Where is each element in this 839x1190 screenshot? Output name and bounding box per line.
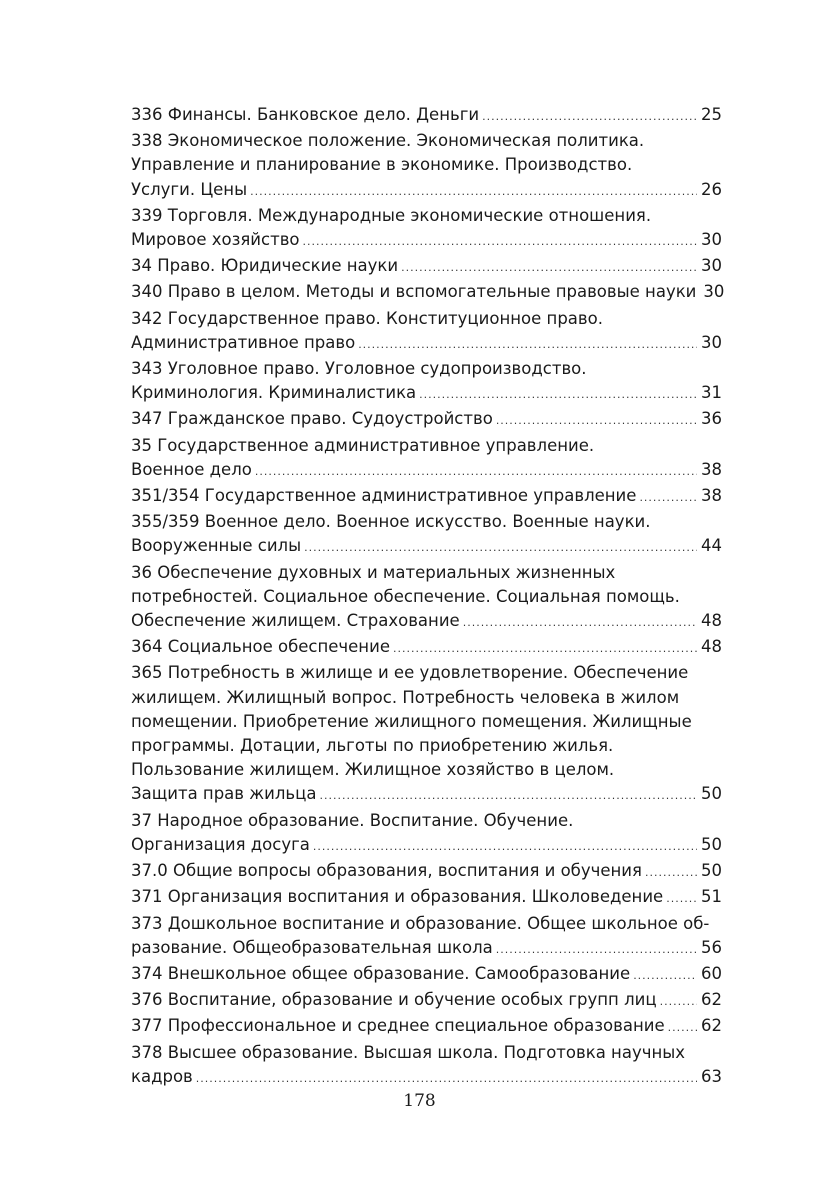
dot-leader — [255, 460, 697, 484]
toc-entry[interactable] — [131, 1014, 722, 1040]
toc-entry-title: кадров — [131, 1066, 193, 1086]
toc-entry-title: 347 Гражданское право. Судоустройство — [131, 409, 493, 429]
toc-entry-final-line — [131, 178, 722, 204]
dot-leader — [250, 180, 697, 204]
toc-entry-line: 365 Потребность в жилище и ее удовлетворение. Обеспечение — [131, 663, 689, 683]
toc-page-number: 30 — [701, 256, 722, 276]
toc-entry[interactable] — [131, 885, 722, 911]
toc-entry[interactable] — [131, 204, 722, 254]
toc-entry[interactable] — [131, 510, 722, 560]
table-of-contents — [131, 103, 725, 1091]
dot-leader — [401, 256, 697, 280]
toc-entry-line: 35 Государственное административное управление. — [131, 435, 595, 455]
dot-leader — [482, 105, 697, 129]
toc-entry-line: потребностей. Социальное обеспечение. Социальная помощь. — [131, 586, 680, 606]
toc-entry-line: 37 Народное образование. Воспитание. Обучение. — [131, 810, 574, 830]
toc-page-number: 36 — [701, 409, 722, 429]
toc-entry-line: Пользование жилищем. Жилищное хозяйство в целом. — [131, 760, 615, 780]
toc-entry[interactable] — [131, 1041, 722, 1091]
toc-entry-final-line — [131, 228, 722, 254]
dot-leader — [666, 887, 697, 911]
toc-entry[interactable] — [131, 103, 722, 129]
toc-entry-title: Защита прав жильца — [131, 784, 317, 804]
toc-page-number: 48 — [701, 611, 722, 631]
toc-entry-title: 377 Профессиональное и среднее специальное образование — [131, 1016, 665, 1036]
toc-entry-final-line — [131, 331, 722, 357]
toc-entry-final-line — [131, 103, 722, 129]
toc-entry-final-line — [131, 782, 722, 808]
toc-entry-title: Услуги. Цены — [131, 179, 248, 199]
page-number: 178 — [403, 1091, 436, 1111]
toc-entry-title: Организация досуга — [131, 834, 310, 854]
toc-page-number: 51 — [701, 887, 722, 907]
toc-entry-title: 34 Право. Юридические науки — [131, 256, 399, 276]
toc-page-number: 50 — [701, 834, 722, 854]
toc-entry-line: 36 Обеспечение духовных и материальных жизненных — [131, 562, 616, 582]
toc-entry-final-line — [131, 254, 722, 280]
toc-entry-final-line — [131, 1065, 722, 1091]
toc-entry-line: 342 Государственное право. Конституционное право. — [131, 308, 603, 328]
toc-entry-title: 37.0 Общие вопросы образования, воспитания и обучения — [131, 861, 642, 881]
toc-page-number: 62 — [701, 1016, 722, 1036]
dot-leader — [358, 333, 697, 357]
dot-leader — [393, 637, 697, 661]
toc-entry-final-line — [131, 635, 722, 661]
toc-entry-final-line — [131, 859, 722, 885]
toc-entry[interactable] — [131, 407, 722, 433]
toc-entry[interactable] — [131, 912, 722, 962]
toc-entry-title: 371 Организация воспитания и образования. Школоведение — [131, 887, 664, 907]
toc-entry[interactable] — [131, 859, 722, 885]
dot-leader — [304, 536, 697, 560]
toc-page-number: 62 — [701, 990, 722, 1010]
toc-entry-title: 376 Воспитание, образование и обучение особых групп лиц — [131, 990, 657, 1010]
toc-entry[interactable] — [131, 988, 722, 1014]
toc-page-number: 38 — [701, 459, 722, 479]
toc-entry[interactable] — [131, 962, 722, 988]
toc-entry-line: 373 Дошкольное воспитание и образование. Общее школьное об- — [131, 913, 710, 933]
toc-page-number: 63 — [701, 1066, 722, 1086]
toc-entry-final-line — [131, 407, 722, 433]
toc-entry-title: разование. Общеобразовательная школа — [131, 937, 493, 957]
toc-entry[interactable] — [131, 357, 722, 407]
toc-entry-title: Административное право — [131, 332, 356, 352]
dot-leader — [660, 990, 697, 1014]
toc-entry-line: 338 Экономическое положение. Экономическая политика. — [131, 131, 645, 151]
toc-entry-final-line — [131, 280, 725, 306]
toc-entry-final-line — [131, 962, 722, 988]
toc-entry-title: Мировое хозяйство — [131, 230, 300, 250]
dot-leader — [196, 1067, 697, 1091]
toc-page-number: 31 — [701, 383, 722, 403]
dot-leader — [319, 784, 697, 808]
toc-page-number: 50 — [701, 784, 722, 804]
toc-entry[interactable] — [131, 129, 722, 204]
dot-leader — [633, 964, 697, 988]
toc-entry-final-line — [131, 936, 722, 962]
toc-entry-line: программы. Дотации, льготы по приобретению жилья. — [131, 736, 614, 756]
toc-page-number: 38 — [701, 486, 722, 506]
toc-entry-line: 378 Высшее образование. Высшая школа. Подготовка научных — [131, 1042, 686, 1062]
dot-leader — [645, 861, 697, 885]
toc-page-number: 44 — [701, 536, 722, 556]
toc-entry-title: 340 Право в целом. Методы и вспомогательные правовые науки — [131, 282, 697, 302]
toc-page-number: 30 — [701, 332, 722, 352]
toc-entry-line: Управление и планирование в экономике. Производство. — [131, 155, 633, 175]
toc-entry-title: 364 Социальное обеспечение — [131, 637, 390, 657]
dot-leader — [668, 1016, 697, 1040]
toc-entry-line: 343 Уголовное право. Уголовное судопроизводство. — [131, 359, 587, 379]
toc-page-number: 48 — [701, 637, 722, 657]
toc-entry-final-line — [131, 609, 722, 635]
toc-page-number: 50 — [701, 861, 722, 881]
dot-leader — [419, 383, 697, 407]
toc-entry-line: 339 Торговля. Международные экономические отношения. — [131, 205, 652, 225]
toc-entry[interactable] — [131, 484, 722, 510]
toc-entry-final-line — [131, 484, 722, 510]
toc-entry[interactable] — [131, 661, 722, 808]
toc-page-number: 25 — [701, 105, 722, 124]
toc-page-number: 30 — [701, 230, 722, 250]
toc-entry-line: помещении. Приобретение жилищного помещения. Жилищные — [131, 711, 692, 731]
dot-leader — [496, 938, 697, 962]
toc-entry[interactable] — [131, 434, 722, 484]
toc-entry[interactable] — [131, 561, 722, 636]
toc-entry-final-line — [131, 833, 722, 859]
toc-entry-final-line — [131, 1014, 722, 1040]
dot-leader — [313, 835, 697, 859]
toc-entry-final-line — [131, 458, 722, 484]
toc-entry[interactable] — [131, 635, 722, 661]
dot-leader — [463, 611, 697, 635]
toc-entry-title: Криминология. Криминалистика — [131, 383, 417, 403]
dot-leader — [496, 409, 697, 433]
toc-entry[interactable] — [131, 809, 722, 859]
toc-entry-final-line — [131, 381, 722, 407]
toc-page-number: 56 — [701, 937, 722, 957]
toc-page-number: 30 — [703, 282, 725, 302]
toc-entry-title: 336 Финансы. Банковское дело. Деньги — [131, 105, 480, 124]
toc-entry-final-line — [131, 988, 722, 1014]
toc-entry-line: жилищем. Жилищный вопрос. Потребность человека в жилом — [131, 687, 680, 707]
toc-entry-title: 374 Внешкольное общее образование. Самообразование — [131, 963, 631, 983]
toc-entry-title: Военное дело — [131, 459, 252, 479]
toc-entry-title: Вооруженные силы — [131, 536, 302, 556]
toc-entry[interactable] — [131, 280, 725, 306]
toc-entry-final-line — [131, 885, 722, 911]
dot-leader — [303, 230, 697, 254]
toc-entry-title: 351/354 Государственное административное управление — [131, 486, 637, 506]
toc-page-number: 60 — [701, 963, 722, 983]
toc-entry-final-line — [131, 534, 722, 560]
toc-page-number: 26 — [701, 179, 722, 199]
toc-entry-line: 355/359 Военное дело. Военное искусство. Военные науки. — [131, 512, 651, 532]
dot-leader — [639, 486, 697, 510]
toc-entry[interactable] — [131, 307, 722, 357]
toc-entry-title: Обеспечение жилищем. Страхование — [131, 611, 460, 631]
toc-entry[interactable] — [131, 254, 722, 280]
